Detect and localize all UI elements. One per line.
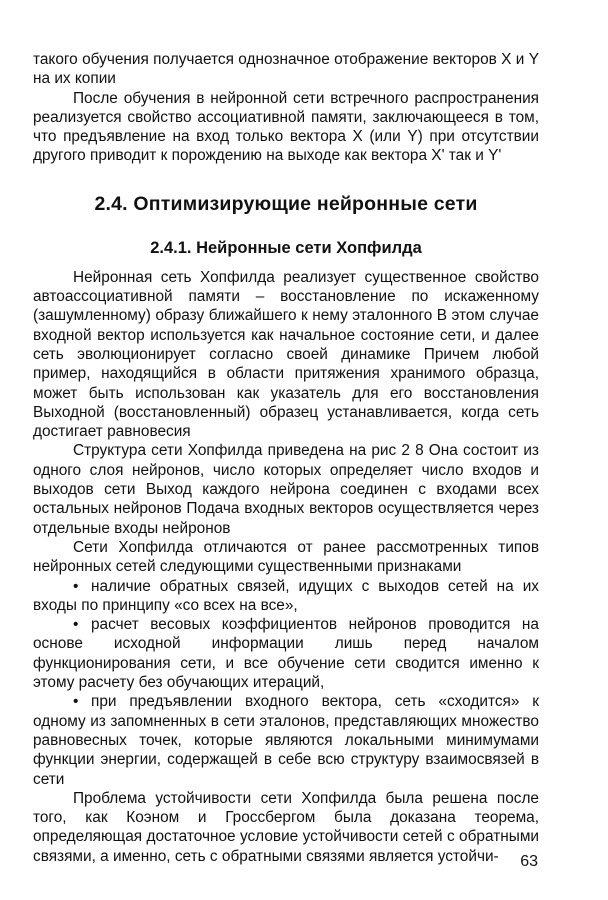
paragraph-counterpropagation: После обучения в нейронной сети встречного распространения реализуется свойство ассоциативной памяти, заключающееся в том, что предъявление на вход только вектора X (или Y) при отсутствии другого приводит к порождению на выходе как вектора X' так и Y' xyxy=(33,89,539,165)
bullet-item xyxy=(33,692,539,788)
bullet-marker: • xyxy=(73,616,79,634)
bullet-marker: • xyxy=(73,693,79,711)
bullet-item xyxy=(33,577,539,616)
paragraph-hopfield-structure: Структура сети Хопфилда приведена на рис 2 8 Она состоит из одного слоя нейронов, число которых определяет число входов и выходов сети Выход каждого нейрона соединен с входами всех остальных нейронов Подача входных векторов осуществляется через отдельные входы нейронов xyxy=(33,442,539,537)
subsection-heading: 2.4.1. Нейронные сети Хопфилда xyxy=(150,238,422,257)
page-body xyxy=(33,50,539,866)
bullet-text: при предъявлении входного вектора, сеть «сходится» к одному из запомненных в сети эталонов, представляющих множество равновесных точек, которые являются локальными минимумами функции энергии, содержащей в себе всю структуру взаимосвязей в сети xyxy=(33,693,539,788)
bullet-text: расчет весовых коэффициентов нейронов проводится на основе исходной информации лишь перед началом функционирования сети, и все обучение сети сводится именно к этому расчету без обучающих итераций, xyxy=(33,616,539,692)
section-heading: 2.4. Оптимизирующие нейронные сети xyxy=(94,192,478,215)
page-number: 63 xyxy=(520,853,538,870)
paragraph-hopfield-features: Сети Хопфилда отличаются от ранее рассмотренных типов нейронных сетей следующими существенными признаками xyxy=(33,538,539,576)
bullet-text: наличие обратных связей, идущих с выходов сетей на их входы по принципу «со всех на все», xyxy=(33,577,539,614)
bullet-marker: • xyxy=(73,577,79,595)
bullet-item xyxy=(33,615,539,692)
paragraph-continuation: такого обучения получается однозначное отображение векторов X и Y на их копии xyxy=(33,51,539,88)
paragraph-hopfield-intro: Нейронная сеть Хопфилда реализует существенное свойство автоассоциативной памяти – восстановление по искаженному (зашумленному) образу ближайшего к нему эталонного В этом случае входной вектор используется как начальное состояние сети, и далее сеть эволюционирует согласно своей динамике Причем любой пример, находящийся в области притяжения хранимого образца, может быть использован как указатель для его восстановления Выходной (восстановленный) образец устанавливается, когда сеть достигает равновесия xyxy=(33,268,539,441)
paragraph-stability: Проблема устойчивости сети Хопфилда была решена после того, как Коэном и Гроссбергом была доказана теорема, определяющая достаточное условие устойчивости сетей с обратными связями, а именно, сеть с обратными связями является устойчи- xyxy=(33,789,539,865)
